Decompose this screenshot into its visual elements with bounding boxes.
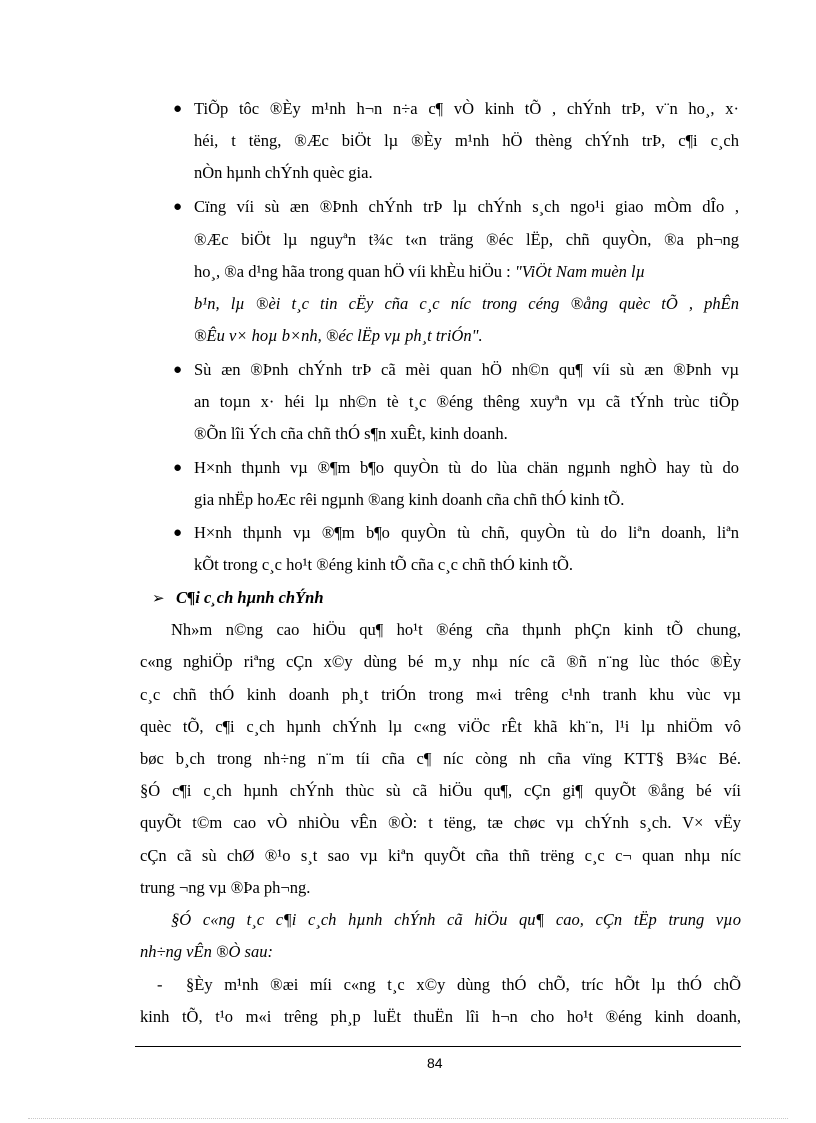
text-line: §Ó c¶i c¸ch hµnh chÝnh thùc sù cã hiÖu qu¶, cÇn gi¶ quyÕt ®ång bé víi bbox=[140, 781, 741, 800]
text-line: c«ng nghiÖp riªng cÇn x©y dùng bé m¸y nhµ níc cã ®ñ n¨ng lùc thóc ®Èy bbox=[140, 652, 741, 671]
text-line: Sù æn ®Þnh chÝnh trÞ cã mèi quan hÖ nh©n qu¶ víi sù æn ®Þnh vµ bbox=[194, 360, 739, 379]
text-line: cÇn cã sù chØ ®¹o s¸t sao vµ kiªn quyÕt cña thñ trëng c¸c c¬ quan nhµ níc bbox=[140, 846, 741, 865]
text-line: Cïng víi sù æn ®Þnh chÝnh trÞ lµ chÝnh s¸ch ngo¹i giao mÒm dÎo , bbox=[194, 197, 739, 216]
text-line: Nh»m n©ng cao hiÖu qu¶ ho¹t ®éng cña thµnh phÇn kinh tÕ chung, bbox=[171, 620, 741, 639]
text-line: §Èy m¹nh ®æi míi c«ng t¸c x©y dùng thÓ chÕ, tríc hÕt lµ thÓ chÕ bbox=[186, 975, 741, 994]
dash-marker: - bbox=[157, 975, 163, 994]
text-line: ®Õn lîi Ých cña chñ thÓ s¶n xuÊt, kinh doanh. bbox=[194, 424, 508, 443]
text-line: trung ¬ng vµ ®Þa ph¬ng. bbox=[140, 878, 311, 897]
bullet-dot-icon: ● bbox=[173, 101, 183, 117]
text-line: kÕt trong c¸c ho¹t ®éng kinh tÕ cña c¸c chñ thÓ kinh tÕ. bbox=[194, 555, 574, 574]
text-line: quyÕt t©m cao vÒ nhiÒu vÊn ®Ò: t tëng, tæ chøc vµ chÝnh s¸ch. V× vËy bbox=[140, 813, 741, 832]
page-edge-divider bbox=[28, 1118, 788, 1119]
quote-span: "ViÖt Nam muèn lµ bbox=[514, 262, 646, 281]
text-line: quèc tÕ, c¶i c¸ch hµnh chÝnh lµ c«ng viÖc rÊt khã kh¨n, l¹i lµ nhiÖm vô bbox=[140, 717, 741, 736]
text-line: H×nh thµnh vµ ®¶m b¶o quyÒn tù do lùa chän ngµnh nghÒ hay tù do bbox=[194, 458, 739, 477]
bullet-dot-icon: ● bbox=[173, 460, 183, 476]
text-line: héi, t tëng, ®Æc biÖt lµ ®Èy m¹nh hÖ thèng chÝnh trÞ, c¶i c¸ch bbox=[194, 131, 739, 150]
text-line: kinh tÕ, t¹o m«i trêng ph¸p luËt thuËn lîi h¬n cho ho¹t ®éng kinh doanh, bbox=[140, 1007, 741, 1026]
text-line: nÒn hµnh chÝnh quèc gia. bbox=[194, 163, 373, 182]
bullet-dot-icon: ● bbox=[173, 525, 183, 541]
bullet-dot-icon: ● bbox=[173, 199, 183, 215]
text-line: ®Êu v× hoµ b×nh, ®éc lËp vµ ph¸t triÓn". bbox=[194, 326, 483, 345]
text-line: §Ó c«ng t¸c c¶i c¸ch hµnh chÝnh cã hiÖu qu¶ cao, cÇn tËp trung vµo bbox=[171, 910, 741, 929]
text-line: TiÕp tôc ®Èy m¹nh h¬n n÷a c¶ vÒ kinh tÕ , chÝnh trÞ, v¨n ho¸, x· bbox=[194, 99, 739, 118]
text-line: H×nh thµnh vµ ®¶m b¶o quyÒn tù chñ, quyÒn tù do liªn doanh, liªn bbox=[194, 523, 739, 542]
page-number: 84 bbox=[427, 1055, 443, 1071]
text-line: b¹n, lµ ®èi t¸c tin cËy cña c¸c níc trong céng ®ång quèc tÕ , phÊn bbox=[194, 294, 739, 313]
text-line: ®Æc biÖt lµ nguyªn t¾c t«n träng ®éc lËp, chñ quyÒn, ®a ph¬ng bbox=[194, 230, 739, 249]
bullet-dot-icon: ● bbox=[173, 362, 183, 378]
text-span: ho¸, ®a d¹ng hãa trong quan hÖ víi khÈu hiÖu : bbox=[194, 262, 511, 281]
section-heading: C¶i c¸ch hµnh chÝnh bbox=[176, 588, 324, 607]
text-line: an toµn x· héi lµ nh©n tè t¸c ®éng thêng xuyªn vµ cã tÝnh trùc tiÕp bbox=[194, 392, 739, 411]
text-line: gia nhËp hoÆc rêi ngµnh ®ang kinh doanh cña chñ thÓ kinh tÕ. bbox=[194, 490, 625, 509]
text-line bbox=[194, 261, 739, 283]
footer-rule bbox=[135, 1046, 741, 1047]
text-line: c¸c chñ thÓ kinh doanh ph¸t triÓn trong m«i trêng c¹nh tranh khu vùc vµ bbox=[140, 685, 741, 704]
text-line: bøc b¸ch trong nh÷ng n¨m tíi cña c¶ níc còng nh cña vïng KTT§ B¾c Bé. bbox=[140, 749, 741, 768]
arrow-bullet-icon: ➢ bbox=[152, 589, 165, 607]
text-line: nh÷ng vÊn ®Ò sau: bbox=[140, 942, 273, 961]
